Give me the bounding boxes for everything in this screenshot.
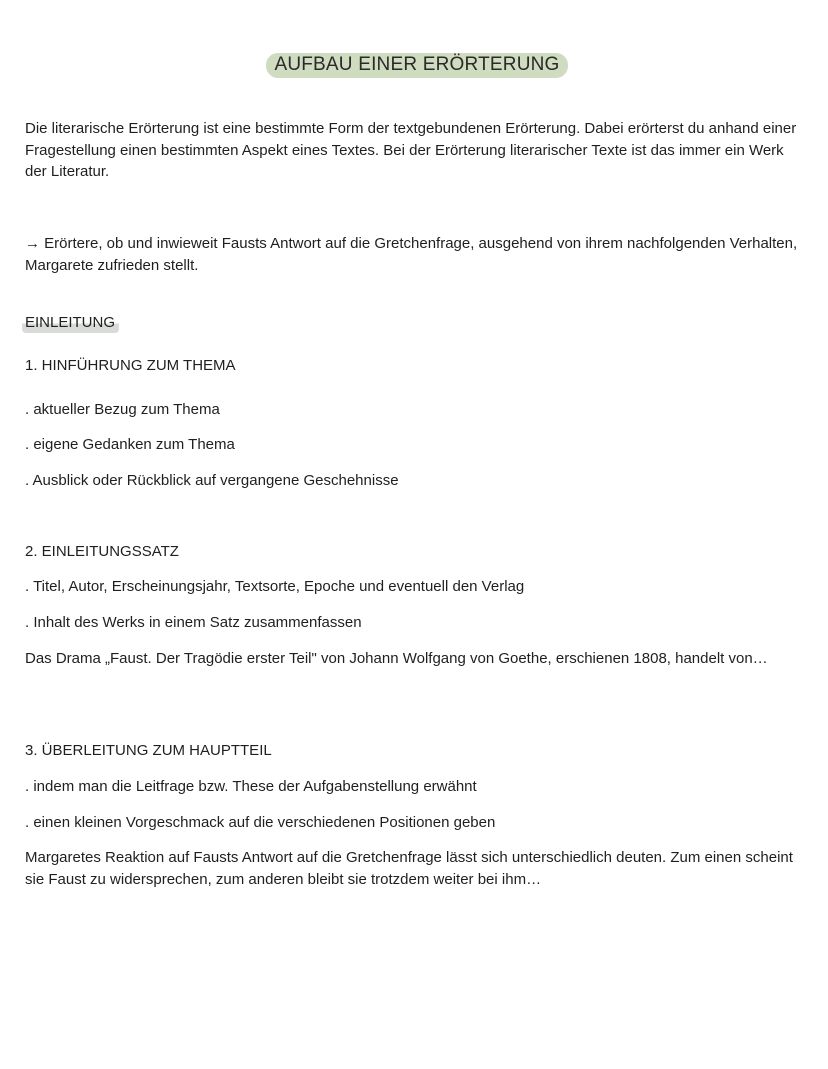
sub3-heading: 3. ÜBERLEITUNG ZUM HAUPTTEIL	[25, 742, 272, 759]
task-paragraph: → Erörtere, ob und inwieweit Fausts Antwort auf die Gretchenfrage, ausgehend von ihrem nachfolgenden Verhalten, Margarete zufrieden stellt.	[25, 235, 798, 274]
sub2-heading: 2. EINLEITUNGSSATZ	[25, 543, 179, 560]
sub2-item: . Inhalt des Werks in einem Satz zusammenfassen	[25, 614, 362, 631]
sub2-example: Das Drama „Faust. Der Tragödie erster Teil" von Johann Wolfgang von Goethe, erschienen 1808, handelt von…	[25, 650, 768, 667]
sub3-item: . einen kleinen Vorgeschmack auf die verschiedenen Positionen geben	[25, 814, 496, 831]
sub2-item: . Titel, Autor, Erscheinungsjahr, Textsorte, Epoche und eventuell den Verlag	[25, 578, 525, 595]
sub3-item: . indem man die Leitfrage bzw. These der Aufgabenstellung erwähnt	[25, 778, 477, 795]
sub3-example: Margaretes Reaktion auf Fausts Antwort auf die Gretchenfrage lässt sich unterschiedlich deuten. Zum einen scheint sie Faust zu widersprechen, zum anderen bleibt sie trotzdem weiter bei ihm…	[25, 849, 793, 888]
intro-paragraph: Die literarische Erörterung ist eine bestimmte Form der textgebundenen Erörterung. Dabei erörterst du anhand einer Fragestellung einen bestimmten Aspekt eines Textes. Bei der Erörterung literarischer Texte ist das immer ein Werk der Literatur.	[25, 120, 797, 180]
sub1-item: . eigene Gedanken zum Thema	[25, 436, 235, 453]
page-title: AUFBAU EINER ERÖRTERUNG	[266, 53, 567, 78]
sub1-item: . Ausblick oder Rückblick auf vergangene Geschehnisse	[25, 472, 399, 489]
sub1-heading: 1. HINFÜHRUNG ZUM THEMA	[25, 357, 236, 374]
sub1-item: . aktueller Bezug zum Thema	[25, 401, 220, 418]
section-label-einleitung: EINLEITUNG	[22, 312, 119, 333]
title-container	[0, 53, 828, 78]
